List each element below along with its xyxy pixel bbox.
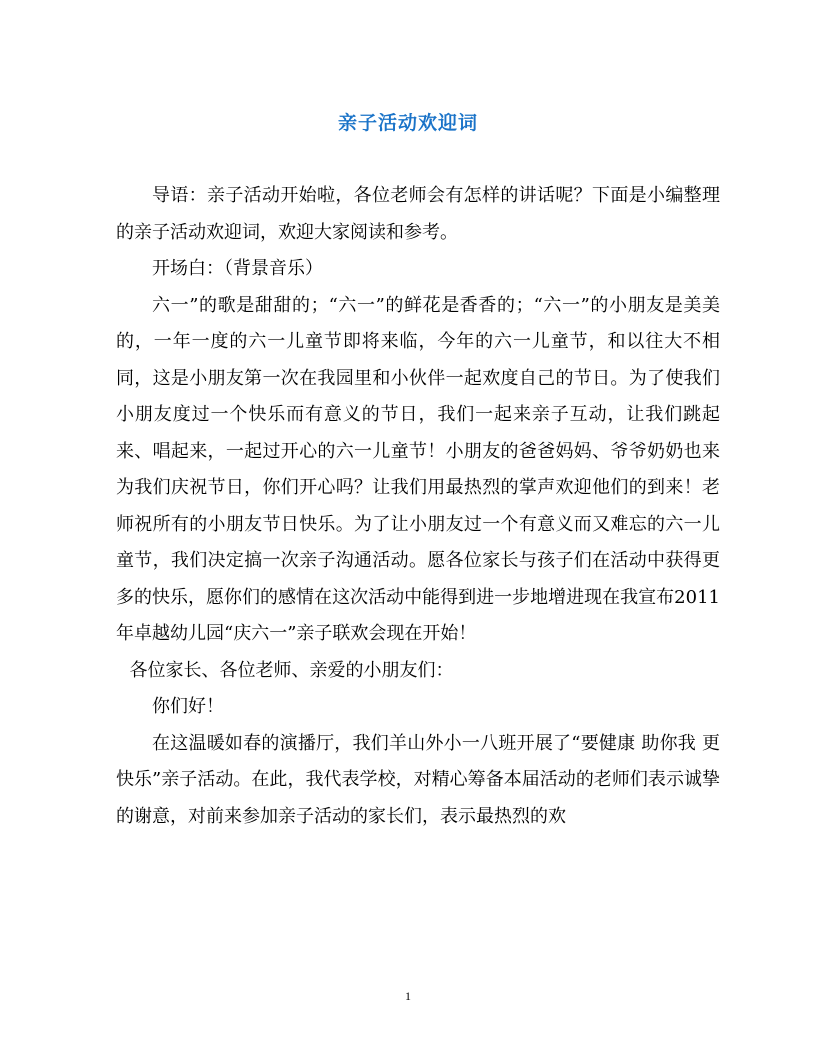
intro-paragraph: 导语：亲子活动开始啦，各位老师会有怎样的讲话呢？下面是小编整理的亲子活动欢迎词，欢迎大家阅读和参考。 <box>116 185 720 243</box>
document-title: 亲子活动欢迎词 <box>337 112 478 134</box>
page-number: 1 <box>405 989 411 1003</box>
opening-speech-paragraph: 六一”的歌是甜甜的；“六一”的鲜花是香香的；“六一”的小朋友是美美的，一年一度的六一儿童节即将来临，今年的六一儿童节，和以往大不相同，这是小朋友第一次在我园里和小伙伴一起欢度自己的节日。为了使我们小朋友度过一个快乐而有意义的节日，我们一起来亲子互动，让我们跳起来、唱起来，一起过开心的六一儿童节！小朋友的爸爸妈妈、爷爷奶奶也来为我们庆祝节日，你们开心吗？让我们用最热烈的掌声欢迎他们的到来！老师祝所有的小朋友节日快乐。为了让小朋友过一个有意义而又难忘的六一儿童节，我们决定搞一次亲子沟通活动。愿各位家长与孩子们在活动中获得更多的快乐，愿你们的感情在这次活动中能得到进一步地增进现在我宣布2011年卓越幼儿园“庆六一”亲子联欢会现在开始！ <box>116 294 720 644</box>
greeting-paragraph: 各位家长、各位老师、亲爱的小朋友们： <box>129 659 454 681</box>
document-body <box>116 178 720 835</box>
welcome-paragraph: 在这温暖如春的演播厅，我们羊山外小一八班开展了“要健康 助你我 更快乐”亲子活动。在此，我代表学校，对精心筹备本届活动的老师们表示诚挚的谢意，对前来参加亲子活动的家长们，表示最热烈的欢 <box>116 732 720 827</box>
hello-paragraph: 你们好！ <box>152 696 224 717</box>
opening-label-paragraph: 开场白：（背景音乐） <box>152 258 323 279</box>
